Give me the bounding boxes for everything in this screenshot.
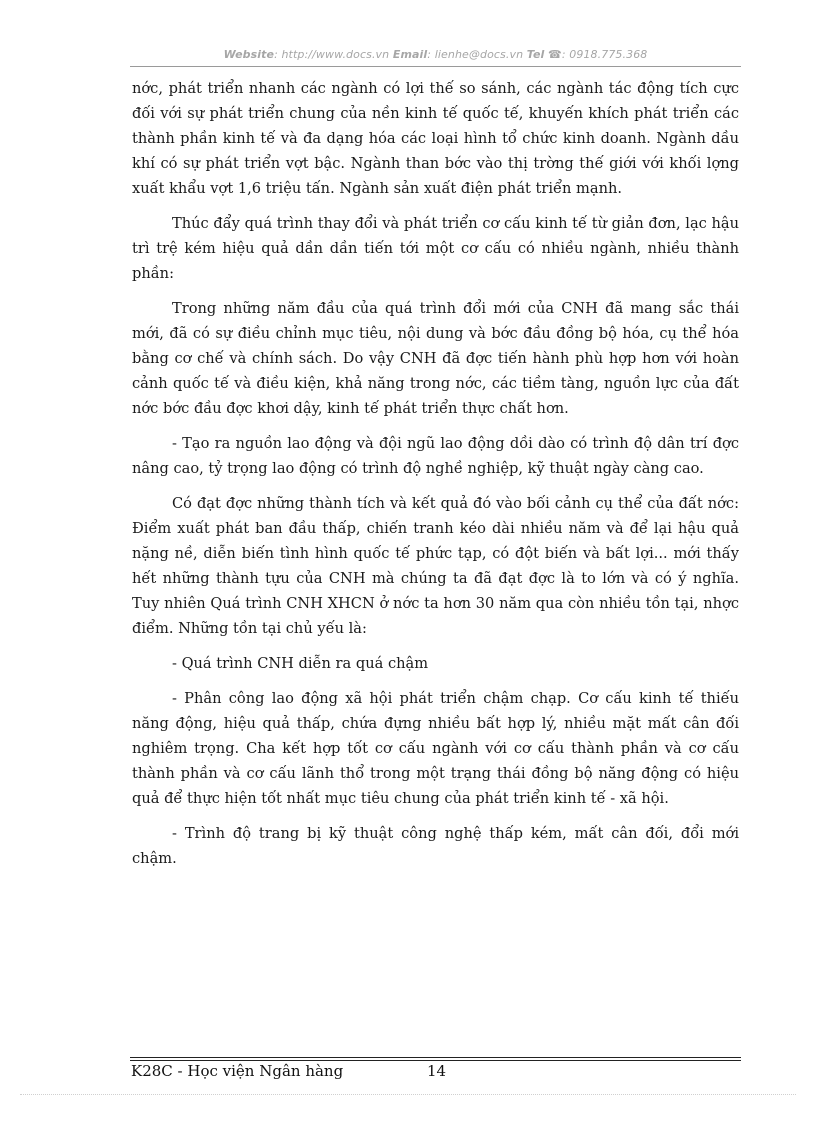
paragraph-7: - Phân công lao động xã hội phát triển chậm chạp. Cơ cấu kinh tế thiếu năng động, hiệu quả thấp, chứa đựng nhiều bất hợp lý, nhiều mặt mất cân đối nghiêm trọng. Cha kết hợp tốt cơ cấu ngành với cơ cấu thành phần và cơ cấu thành phần và cơ cấu lãnh thổ trong một trạng thái đồng bộ năng động có hiệu quả để thực hiện tốt nhất mục tiêu chung của phát triển kinh tế - xã hội. (132, 690, 739, 807)
footer-institution: K28C - Học viện Ngân hàng (131, 1062, 344, 1080)
paragraph-3: Trong những năm đầu của quá trình đổi mới của CNH đã mang sắc thái mới, đã có sự điều chỉnh mục tiêu, nội dung và bớc đầu đồng bộ hóa, cụ thể hóa bằng cơ chế và chính sách. Do vậy CNH đã đợc tiến hành phù hợp hơn với hoàn cảnh quốc tế và điều kiện, khả năng trong nớc, các tiềm tàng, nguồn lực của đất nớc bớc đầu đợc khơi dậy, kinh tế phát triển thực chất hơn. (132, 300, 739, 417)
document-body (132, 76, 739, 881)
tel-value: : 0918.775.368 (561, 48, 648, 61)
page-header (130, 48, 741, 61)
paragraph-2: Thúc đẩy quá trình thay đổi và phát triển cơ cấu kinh tế từ giản đơn, lạc hậu trì trệ kém hiệu quả dần dần tiến tới một cơ cấu có nhiều ngành, nhiều thành phần: (132, 215, 739, 282)
header-divider (130, 66, 741, 67)
website-label: Website (223, 48, 275, 61)
email-value: : lienhe@docs.vn (427, 48, 524, 61)
email-label: Email (392, 48, 428, 61)
paragraph-5: Có đạt đợc những thành tích và kết quả đó vào bối cảnh cụ thể của đất nớc: Điểm xuất phát ban đầu thấp, chiến tranh kéo dài nhiều năm và để lại hậu quả nặng nề, diễn biến tình hình quốc tế phức tạp, có đột biến và bất lợi... mới thấy hết những thành tựu của CNH mà chúng ta đã đạt đợc là to lớn và có ý nghĩa. Tuy nhiên Quá trình CNH XHCN ở nớc ta hơn 30 năm qua còn nhiều tồn tại, nhợc điểm. Những tồn tại chủ yếu là: (132, 495, 739, 637)
website-value: : http://www.docs.vn (274, 48, 390, 61)
tel-label: Tel (526, 48, 545, 61)
footer-divider-bottom (130, 1060, 741, 1061)
paragraph-4: - Tạo ra nguồn lao động và đội ngũ lao động dồi dào có trình độ dân trí đợc nâng cao, tỷ trọng lao động có trình độ nghề nghiệp, kỹ thuật ngày càng cao. (132, 435, 739, 477)
paragraph-6: - Quá trình CNH diễn ra quá chậm (172, 655, 429, 672)
page-edge-divider (20, 1094, 796, 1095)
page-footer (131, 1062, 447, 1080)
paragraph-1: nớc, phát triển nhanh các ngành có lợi thế so sánh, các ngành tác động tích cực đối với sự phát triển chung của nền kinh tế quốc tế, khuyến khích phát triển các thành phần kinh tế và đa dạng hóa các loại hình tổ chức kinh doanh. Ngành dầu khí có sự phát triển vợt bậc. Ngành than bớc vào thị trờng thế giới với khối lợng xuất khẩu vợt 1,6 triệu tấn. Ngành sản xuất điện phát triển mạnh. (132, 80, 739, 197)
page-number: 14 (427, 1062, 447, 1080)
phone-icon: ☎ (548, 48, 562, 61)
footer-divider-top (130, 1057, 741, 1058)
paragraph-8: - Trình độ trang bị kỹ thuật công nghệ thấp kém, mất cân đối, đổi mới chậm. (132, 825, 739, 867)
